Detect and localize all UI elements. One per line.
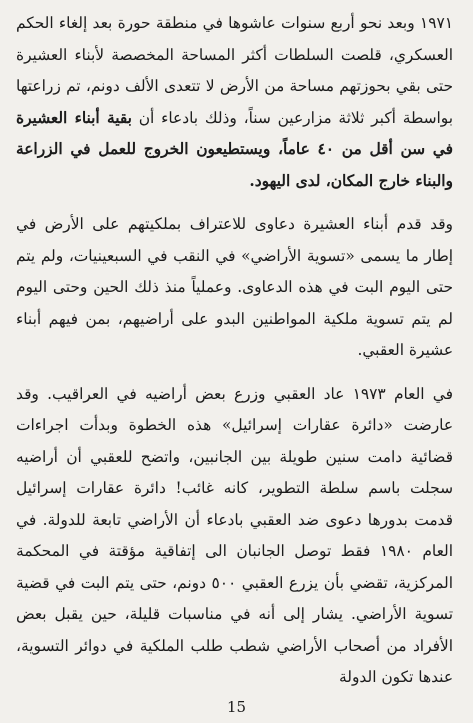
paragraph-2 [16,209,453,367]
paragraph-3 [16,379,453,694]
paragraph-1 [16,8,453,197]
paragraph-1-bold-text: بقية أبناء العشيرة في سن أقل من ٤٠ عاماً، ويستطيعون الخروج للعمل في الزراعة والبناء خارج المكان، لدى اليهود. [16,108,453,190]
paragraph-3-text: في العام ١٩٧٣ عاد العقبي وزرع بعض أراضيه في العراقيب. وقد عارضت «دائرة عقارات إسرائيل» هذه الخطوة وبدأت اجراءات قضائية دامت سنين طويلة بين الجانبين، واتضح للعقبي أن أراضيه سجلت باسم سلطة التطوير، كانه غائب! دائرة عقارات إسرائيل قدمت بدورها دعوى ضد العقبي بادعاء أن الأراضي تابعة للدولة. في العام ١٩٨٠ فقط توصل الجانبان الى إتفاقية مؤقتة في المحكمة المركزية، تقضي بأن يزرع العقبي ٥٠٠ دونم، حتى يتم البت في قضية تسوية الأراضي. يشار إلى أنه في مناسبات قليلة، حين يقبل بعض الأفراد من أصحاب الأراضي شطب طلب الملكية في دوائر التسوية، عندها تكون الدولة [16,384,454,686]
page-number: 15 [226,698,247,716]
paragraph-2-text: وقد قدم أبناء العشيرة دعاوى للاعتراف بملكيتهم على الأرض في إطار ما يسمى «تسوية الأراضي» في النقب في السبعينيات، ولم يتم حتى اليوم البت في هذه الدعاوى. وعملياً منذ ذلك الحين وحتى اليوم لم يتم تسوية ملكية المواطنين البدو على أراضيهم، بمن فيهم أبناء عشيرة العقبي. [16,215,453,359]
paragraph-1-text: ١٩٧١ وبعد نحو أربع سنوات عاشوها في منطقة حورة بعد إلغاء الحكم العسكري، قلصت السلطات أكثر المساحة المخصصة لأبناء العشيرة حتى بقي بحوزتهم مساحة من الأرض لا تتعدى الألف دونم، تم زراعتها بواسطة أكبر ثلاثة مزارعين سناً، وذلك بادعاء أن [16,14,453,127]
